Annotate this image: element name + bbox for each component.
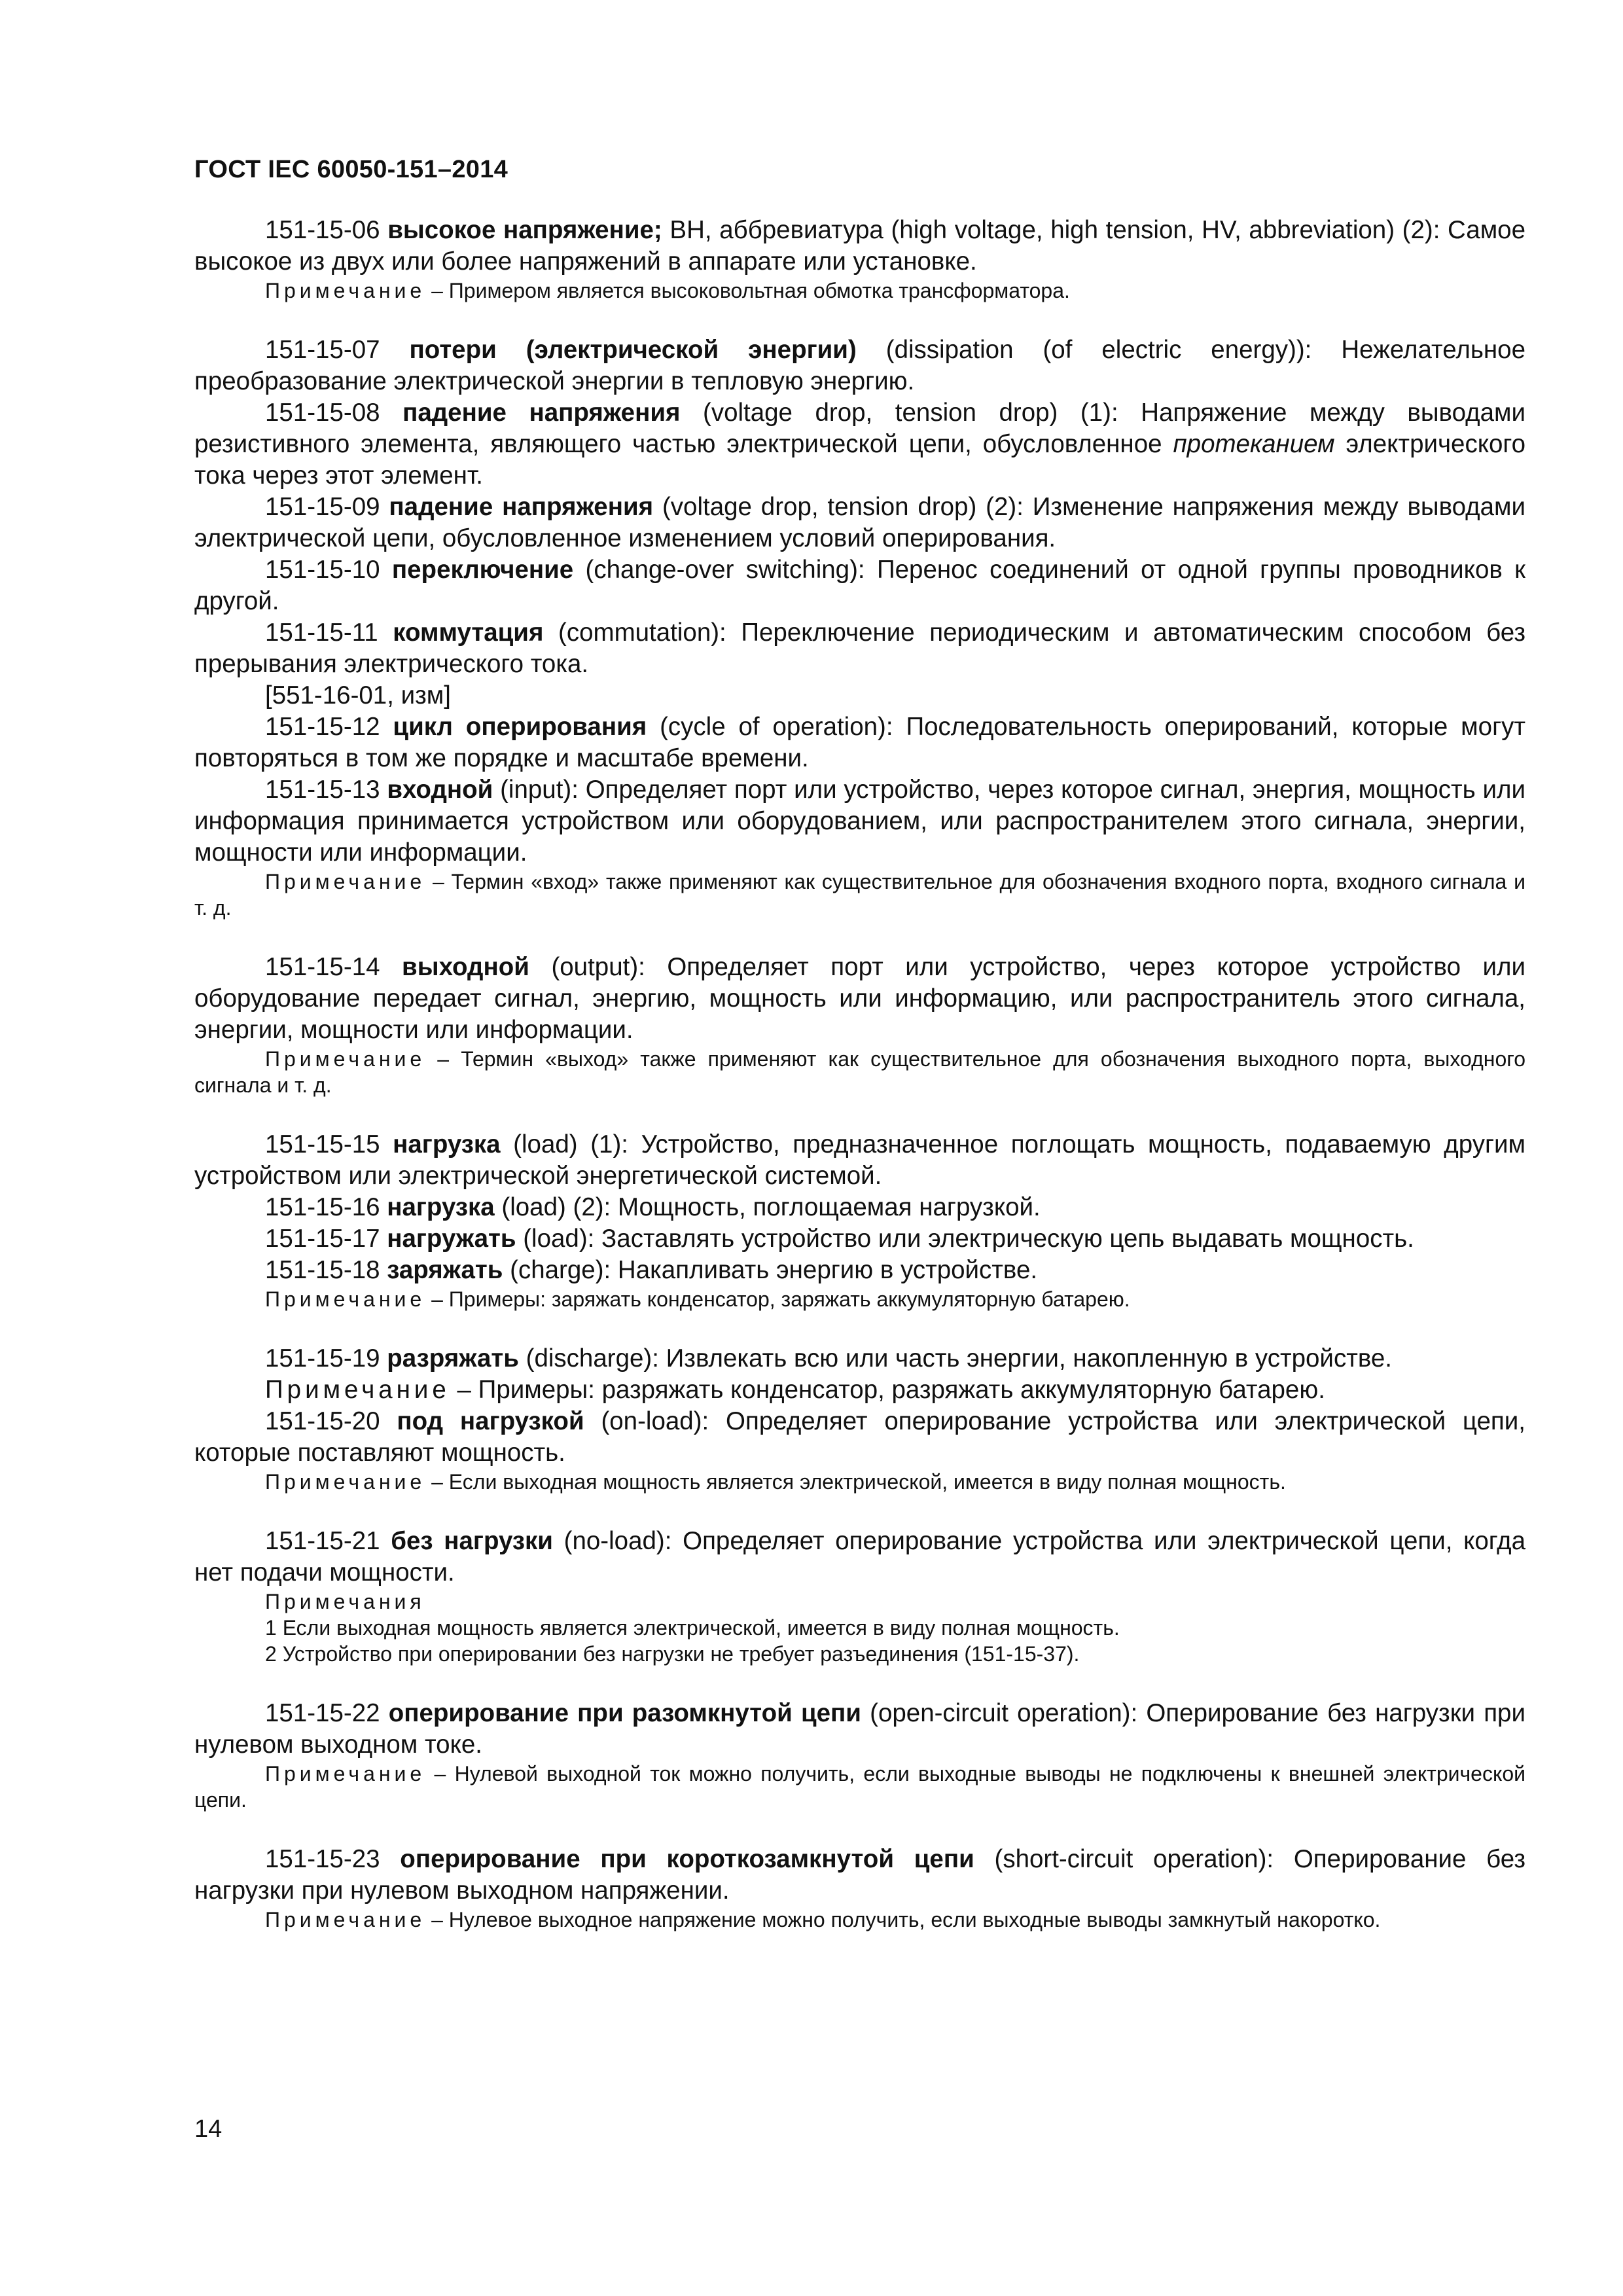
- note-text: – Примеры: разряжать конденсатор, разряжать аккумуляторную батарею.: [450, 1376, 1325, 1404]
- entry-term: падение напряжения: [389, 493, 654, 521]
- entry-definition: (output): Определяет порт или устройство, через которое устройство или оборудование передает сигнал, энергию, мощность или информацию, или распространитель этого сигнала, энергии, мощности или информации.: [194, 953, 1525, 1044]
- entry-151-15-09: [194, 492, 1525, 554]
- note-text: – Примеры: заряжать конденсатор, заряжать аккумуляторную батарею.: [425, 1287, 1130, 1311]
- entry-number: 151-15-17: [265, 1225, 380, 1253]
- note-label: Примечание: [265, 1047, 426, 1071]
- page-number: 14: [194, 2115, 223, 2143]
- entry-term: нагружать: [387, 1225, 516, 1253]
- entry-number: 151-15-21: [265, 1527, 380, 1555]
- note-151-15-14: [194, 1046, 1525, 1098]
- entry-151-15-10: [194, 554, 1525, 617]
- entry-term: высокое напряжение;: [387, 216, 662, 244]
- note-151-15-19: [194, 1374, 1525, 1406]
- entry-151-15-12: [194, 711, 1525, 774]
- entry-151-15-08: [194, 397, 1525, 492]
- entry-definition: (voltage drop, tension drop) (1): Напряжение между выводами резистивного элемента, являющего частью электрической цепи, обусловленное: [194, 399, 1525, 458]
- entry-term: разряжать: [387, 1344, 519, 1372]
- entry-151-15-15: [194, 1129, 1525, 1192]
- entry-definition: (load): Заставлять устройство или электрическую цепь выдавать мощность.: [516, 1225, 1414, 1253]
- note-label: Примечание: [265, 1908, 426, 1931]
- entry-number: 151-15-09: [265, 493, 380, 521]
- entry-definition: (on-load): Определяет оперирование устройства или электрической цепи, которые поставляют мощность.: [194, 1407, 1525, 1467]
- entry-151-15-22: [194, 1698, 1525, 1761]
- entry-term: потери (электрической энергии): [409, 336, 857, 364]
- note-label: Примечание: [265, 1470, 426, 1494]
- note-text: – Нулевое выходное напряжение можно получить, если выходные выводы замкнутый накоротко.: [425, 1908, 1381, 1931]
- note-151-15-22: [194, 1761, 1525, 1813]
- entry-151-15-16: [194, 1192, 1525, 1223]
- entry-definition: ВН, аббревиатура (high voltage, high tension, HV, abbreviation) (2): Самое высокое из двух или более напряжений в аппарате или установке.: [194, 216, 1525, 276]
- entry-term: входной: [387, 776, 493, 804]
- standard-header: ГОСТ IEC 60050-151–2014: [194, 156, 508, 183]
- entry-151-15-20: [194, 1406, 1525, 1469]
- note-label: Примечание: [265, 1287, 426, 1311]
- entry-number: 151-15-11: [265, 619, 378, 647]
- entry-number: 151-15-15: [265, 1130, 380, 1158]
- entry-151-15-21: [194, 1526, 1525, 1588]
- entry-term: переключение: [391, 556, 574, 584]
- entry-definition: (dissipation (of electric energy)): Нежелательное преобразование электрической энергии в тепловую энергию.: [194, 336, 1525, 395]
- note-label: Примечание: [265, 870, 426, 893]
- entry-number: 151-15-23: [265, 1845, 380, 1873]
- entry-definition-end: электрического тока через этот элемент.: [194, 430, 1525, 490]
- entry-number: 151-15-06: [265, 216, 380, 244]
- entry-151-15-17: [194, 1223, 1525, 1255]
- entry-151-15-23: [194, 1844, 1525, 1907]
- main-content: [194, 215, 1525, 1933]
- entry-definition: (commutation): Переключение периодическим и автоматическим способом без прерывания электрического тока.: [194, 619, 1525, 678]
- entry-term: оперирование при короткозамкнутой цепи: [400, 1845, 974, 1873]
- note-151-15-20: [194, 1469, 1525, 1495]
- entry-term: выходной: [402, 953, 529, 981]
- entry-italic-word: протеканием: [1173, 430, 1335, 458]
- entry-151-15-18: [194, 1255, 1525, 1286]
- entry-definition: (voltage drop, tension drop) (2): Изменение напряжения между выводами электрической цепи, обусловленное изменением условий оперирования.: [194, 493, 1526, 552]
- note-text: – Нулевой выходной ток можно получить, если выходные выводы не подключены к внешней электрической цепи.: [194, 1762, 1525, 1812]
- entry-number: 151-15-16: [265, 1193, 380, 1221]
- entry-term: нагрузка: [387, 1193, 495, 1221]
- entry-number: 151-15-12: [265, 713, 380, 741]
- entry-151-15-11: [194, 617, 1525, 680]
- note-text: – Если выходная мощность является электрической, имеется в виду полная мощность.: [425, 1470, 1286, 1494]
- entry-definition: (short-circuit operation): Оперирование без нагрузки при нулевом выходном напряжении.: [194, 1845, 1526, 1905]
- entry-definition: (cycle of operation): Последовательность оперирований, которые могут повторяться в том же порядке и масштабе времени.: [194, 713, 1525, 772]
- entry-term: цикл оперирования: [393, 713, 647, 741]
- entry-definition: (change-over switching): Перенос соединений от одной группы проводников к другой.: [194, 556, 1526, 615]
- entry-151-15-19: [194, 1343, 1525, 1374]
- entry-151-15-06: [194, 215, 1525, 278]
- entry-definition: (load) (1): Устройство, предназначенное поглощать мощность, подаваемую другим устройством или электрической энергетической системой.: [194, 1130, 1525, 1190]
- entry-definition: (charge): Накапливать энергию в устройстве.: [503, 1256, 1038, 1284]
- note-label: Примечание: [265, 1376, 450, 1404]
- entry-number: 151-15-10: [265, 556, 380, 584]
- note-text: – Термин «вход» также применяют как существительное для обозначения входного порта, входного сигнала и т. д.: [194, 870, 1525, 920]
- entry-definition: (open-circuit operation): Оперирование без нагрузки при нулевом выходном токе.: [194, 1699, 1525, 1759]
- entry-definition: (no-load): Определяет оперирование устройства или электрической цепи, когда нет подачи мощности.: [194, 1527, 1525, 1587]
- entry-151-15-14: [194, 952, 1525, 1046]
- entry-number: 151-15-22: [265, 1699, 380, 1727]
- note-label: Примечание: [265, 1762, 426, 1785]
- entry-term: оперирование при разомкнутой цепи: [388, 1699, 861, 1727]
- note-text: – Примером является высоковольтная обмотка трансформатора.: [425, 279, 1070, 302]
- note-151-15-18: [194, 1286, 1525, 1312]
- entry-definition: (load) (2): Мощность, поглощаемая нагрузкой.: [494, 1193, 1041, 1221]
- entry-number: 151-15-13: [265, 776, 380, 804]
- entry-definition: (discharge): Извлекать всю или часть энергии, накопленную в устройстве.: [518, 1344, 1392, 1372]
- entry-151-15-07: [194, 334, 1525, 397]
- entry-term: заряжать: [387, 1256, 503, 1284]
- entry-151-15-13: [194, 774, 1525, 869]
- entry-number: 151-15-18: [265, 1256, 380, 1284]
- notes-label: [194, 1588, 1525, 1615]
- entry-term: коммутация: [393, 619, 544, 647]
- note-text: – Термин «выход» также применяют как существительное для обозначения выходного порта, выходного сигнала и т. д.: [194, 1047, 1525, 1097]
- entry-number: 151-15-14: [265, 953, 380, 981]
- note-label: Примечание: [265, 279, 426, 302]
- entry-term: без нагрузки: [391, 1527, 553, 1555]
- entry-number: 151-15-08: [265, 399, 380, 427]
- entry-term: под нагрузкой: [397, 1407, 584, 1435]
- entry-term: падение напряжения: [402, 399, 681, 427]
- entry-number: 151-15-07: [265, 336, 380, 364]
- note-151-15-13: [194, 869, 1525, 921]
- entry-number: 151-15-20: [265, 1407, 380, 1435]
- note-151-15-06: [194, 278, 1525, 304]
- entry-reference: [551-16-01, изм]: [265, 681, 451, 709]
- entry-number: 151-15-19: [265, 1344, 380, 1372]
- note-item-1: 1 Если выходная мощность является электрической, имеется в виду полная мощность.: [265, 1616, 1120, 1640]
- note-label: Примечания: [265, 1590, 425, 1613]
- note-151-15-23: [194, 1907, 1525, 1933]
- entry-term: нагрузка: [393, 1130, 501, 1158]
- note-item-2: 2 Устройство при оперировании без нагрузки не требует разъединения (151-15-37).: [265, 1642, 1080, 1666]
- entry-definition: (input): Определяет порт или устройство, через которое сигнал, энергия, мощность или информация принимается устройством или оборудованием, или распространителем этого сигнала, энергии, мощности или информации.: [194, 776, 1525, 867]
